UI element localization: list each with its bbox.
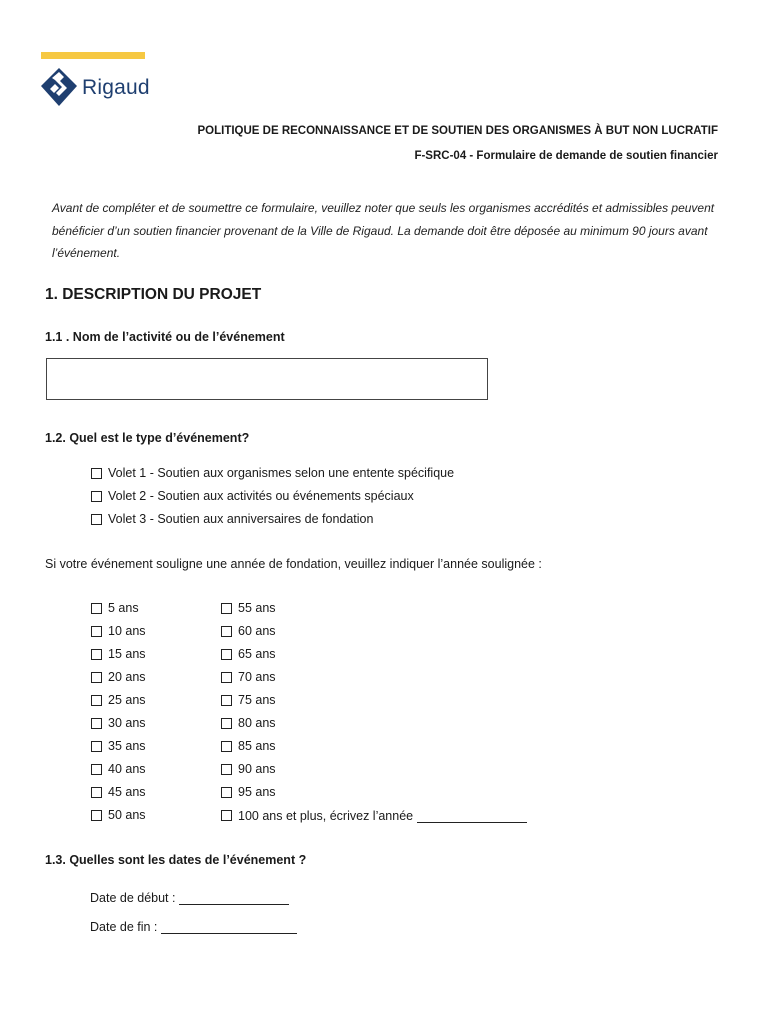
year-label: 50 ans: [108, 808, 146, 822]
checkbox-icon[interactable]: [91, 718, 102, 729]
year-option[interactable]: [221, 762, 276, 776]
year-option[interactable]: [91, 601, 139, 615]
year-option-100-plus[interactable]: [221, 808, 527, 823]
checkbox-icon[interactable]: [221, 741, 232, 752]
question-1-3: 1.3. Quelles sont les dates de l’événement ?: [45, 853, 307, 867]
end-date-label: Date de fin :: [90, 920, 158, 934]
checkbox-icon[interactable]: [221, 626, 232, 637]
type-option[interactable]: [91, 489, 414, 503]
checkbox-icon[interactable]: [91, 649, 102, 660]
year-option[interactable]: [91, 693, 146, 707]
year-label: 85 ans: [238, 739, 276, 753]
year-label: 95 ans: [238, 785, 276, 799]
logo-text: Rigaud: [82, 76, 150, 99]
checkbox-icon[interactable]: [91, 764, 102, 775]
form-title: F-SRC-04 - Formulaire de demande de soutien financier: [414, 150, 718, 162]
start-date-row: [90, 890, 289, 905]
year-option[interactable]: [91, 716, 146, 730]
policy-title: POLITIQUE DE RECONNAISSANCE ET DE SOUTIEN DES ORGANISMES À BUT NON LUCRATIF: [197, 125, 718, 137]
year-option[interactable]: [91, 739, 146, 753]
checkbox-icon[interactable]: [221, 787, 232, 798]
checkbox-icon[interactable]: [221, 810, 232, 821]
year-option[interactable]: [221, 785, 276, 799]
intro-paragraph: Avant de compléter et de soumettre ce formulaire, veuillez noter que seuls les organismes accrédités et admissibles peuvent bénéficier d’un soutien financier provenant de la Ville de Rigaud. La demande doit être déposée au minimum 90 jours avant l’événement.: [52, 201, 715, 260]
year-label: 70 ans: [238, 670, 276, 684]
type-option-label: Volet 3 - Soutien aux anniversaires de fondation: [108, 512, 374, 526]
event-name-field[interactable]: [46, 358, 488, 400]
year-label: 15 ans: [108, 647, 146, 661]
year-label: 55 ans: [238, 601, 276, 615]
checkbox-icon[interactable]: [221, 672, 232, 683]
checkbox-icon[interactable]: [91, 468, 102, 479]
year-label: 45 ans: [108, 785, 146, 799]
checkbox-icon[interactable]: [221, 764, 232, 775]
checkbox-icon[interactable]: [221, 649, 232, 660]
year-option[interactable]: [91, 808, 146, 822]
year-option[interactable]: [221, 739, 276, 753]
year-label: 25 ans: [108, 693, 146, 707]
checkbox-icon[interactable]: [221, 718, 232, 729]
year-label: 80 ans: [238, 716, 276, 730]
anniversary-prompt: Si votre événement souligne une année de fondation, veuillez indiquer l’année soulignée :: [45, 557, 542, 571]
checkbox-icon[interactable]: [221, 695, 232, 706]
year-option[interactable]: [221, 647, 276, 661]
checkbox-icon[interactable]: [91, 491, 102, 502]
year-option[interactable]: [91, 762, 146, 776]
checkbox-icon[interactable]: [221, 603, 232, 614]
year-label: 40 ans: [108, 762, 146, 776]
year-label: 5 ans: [108, 601, 139, 615]
checkbox-icon[interactable]: [91, 787, 102, 798]
year-label: 100 ans et plus, écrivez l’année: [238, 808, 414, 823]
checkbox-icon[interactable]: [91, 514, 102, 525]
type-option-label: Volet 1 - Soutien aux organismes selon une entente spécifique: [108, 466, 455, 480]
year-label: 20 ans: [108, 670, 146, 684]
year-write-in-field[interactable]: [417, 808, 527, 823]
type-option-label: Volet 2 - Soutien aux activités ou événements spéciaux: [108, 489, 414, 503]
checkbox-icon[interactable]: [91, 626, 102, 637]
year-option[interactable]: [221, 693, 276, 707]
question-1-1: 1.1 . Nom de l’activité ou de l’événement: [45, 330, 285, 344]
section-title: 1. DESCRIPTION DU PROJET: [45, 286, 262, 303]
start-date-field[interactable]: [179, 890, 289, 905]
year-label: 30 ans: [108, 716, 146, 730]
brand-accent-bar: [41, 52, 145, 59]
year-label: 90 ans: [238, 762, 276, 776]
question-1-2: 1.2. Quel est le type d’événement?: [45, 431, 250, 445]
year-option[interactable]: [221, 624, 276, 638]
end-date-field[interactable]: [161, 919, 297, 934]
year-option[interactable]: [221, 716, 276, 730]
year-label: 35 ans: [108, 739, 146, 753]
type-option[interactable]: [91, 466, 454, 480]
year-label: 60 ans: [238, 624, 276, 638]
year-option[interactable]: [91, 647, 146, 661]
year-label: 10 ans: [108, 624, 146, 638]
checkbox-icon[interactable]: [91, 695, 102, 706]
year-option[interactable]: [91, 670, 146, 684]
year-label: 65 ans: [238, 647, 276, 661]
year-option[interactable]: [221, 601, 276, 615]
year-option[interactable]: [91, 785, 146, 799]
year-option[interactable]: [91, 624, 146, 638]
checkbox-icon[interactable]: [91, 810, 102, 821]
type-option[interactable]: [91, 512, 373, 526]
start-date-label: Date de début :: [90, 891, 176, 905]
checkbox-icon[interactable]: [91, 741, 102, 752]
checkbox-icon[interactable]: [91, 672, 102, 683]
year-option[interactable]: [221, 670, 276, 684]
checkbox-icon[interactable]: [91, 603, 102, 614]
end-date-row: [90, 919, 297, 934]
year-label: 75 ans: [238, 693, 276, 707]
